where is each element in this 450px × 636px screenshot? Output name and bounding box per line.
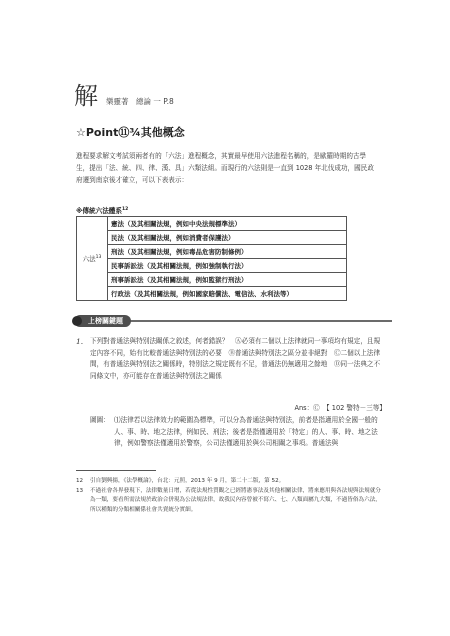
key-question-banner bbox=[72, 315, 392, 327]
law-row: 憲法（及其相關法規，例如中央法規標準法） bbox=[108, 217, 347, 231]
answer-line: Ans：Ⓒ 【 102 警特－三等】 bbox=[294, 404, 386, 412]
law-row: 行政法（及其相關法規，例如國家賠償法、電信法、水利法等） bbox=[108, 287, 347, 301]
footnote-text: 不過社會各界發現下，法律數量日增，若從法規性質觀之已經將憲事法及其他相關法律，將來應用與各法規與法規就分為一類，要看所需法規於政治合併現為公法規法律，故我民內容曾被不寫六、七、八類面屬九大類，不過皆俗為六法，所以種類的分類相關係社會共賣統分實細。 bbox=[90, 487, 381, 513]
law-row: 民事訴訟法（及其相關法規，例如強制執行法） bbox=[108, 259, 347, 273]
footnote-item bbox=[76, 487, 386, 516]
header-subtitle: 樂靈著 總論 一 P.8 bbox=[106, 97, 174, 106]
table-title-text: ※傳統六法體系 bbox=[76, 207, 122, 215]
explanation-label: 圖圖： bbox=[90, 416, 110, 424]
six-laws-label-text: 六法 bbox=[82, 255, 96, 263]
law-row: 刑事訴訟法（及其相關法規，例如監獄行刑法） bbox=[108, 273, 347, 287]
law-row: 民法（及其相關法規，例如消費者保護法） bbox=[108, 231, 347, 245]
question-block bbox=[76, 336, 386, 382]
footnote-text: 引自劉興揚，《法學概論》，台北：元照，2013 年 9 月，第二十二版，第 52。 bbox=[90, 478, 285, 484]
header-title: 解 bbox=[74, 82, 98, 110]
footnote-divider bbox=[76, 470, 156, 471]
footnote-number: 12 bbox=[76, 478, 84, 484]
table-title-footnote-ref: 12 bbox=[121, 206, 129, 212]
six-laws-table bbox=[76, 216, 347, 301]
footnotes bbox=[76, 477, 386, 515]
section-title: ☆Point⑪¾其他概念 bbox=[76, 126, 185, 139]
law-row: 刑法（及其相關法規，例如毒品危害防制條例） bbox=[108, 245, 347, 259]
footnote-number: 13 bbox=[76, 487, 84, 494]
page-header bbox=[74, 76, 174, 111]
explanation-block bbox=[76, 415, 386, 450]
footnote-item bbox=[76, 477, 386, 487]
table-title bbox=[76, 205, 128, 215]
banner-label: 上榜關鍵題 bbox=[74, 315, 131, 327]
question-text: 下列對普通法與特別法關係之敘述，何者錯誤？ Ⓐ必須有二個以上法律就同一事項均有規定，且規定內容不同，始有比較普通法與特別法的必要 Ⓑ普通法與特別法之區分並非絕對 Ⓒ二個以上法律間，有普通法與特別法之關係時，特別法之規定既有不足，普通法仍無適用之餘地 Ⓓ同一法典之不同條文中，亦可能存在普通法與特別法之關係 bbox=[90, 337, 381, 380]
six-laws-footnote-ref: 13 bbox=[95, 254, 102, 260]
question-number: 1. bbox=[76, 337, 84, 346]
six-laws-label bbox=[77, 217, 108, 301]
intro-paragraph: 進程要求解文考試須兩者有的「六法」進程概念，其實最早使用六法進程名稱的，是歐羅時期的古學生，提出「法、統、四、律、漢、具」六類法組。而現行的六法則是一直到 1028 年北伐成功，國民政府遷到南京後才確立，可以下表表示： bbox=[76, 152, 374, 184]
banner-dot-icon bbox=[72, 316, 82, 326]
explanation-text: ⑴法律若以法律效力的範圍為標準，可以分為普通法與特別法，前者是指適用於全國一般的人、事、時、地之法律，例如民、刑法；後者是指僅適用於「特定」的人、事、時、地之法律，例如警察法僅適用於警察，公司法僅適用於與公司相關之事項。普通法與 bbox=[114, 416, 378, 447]
